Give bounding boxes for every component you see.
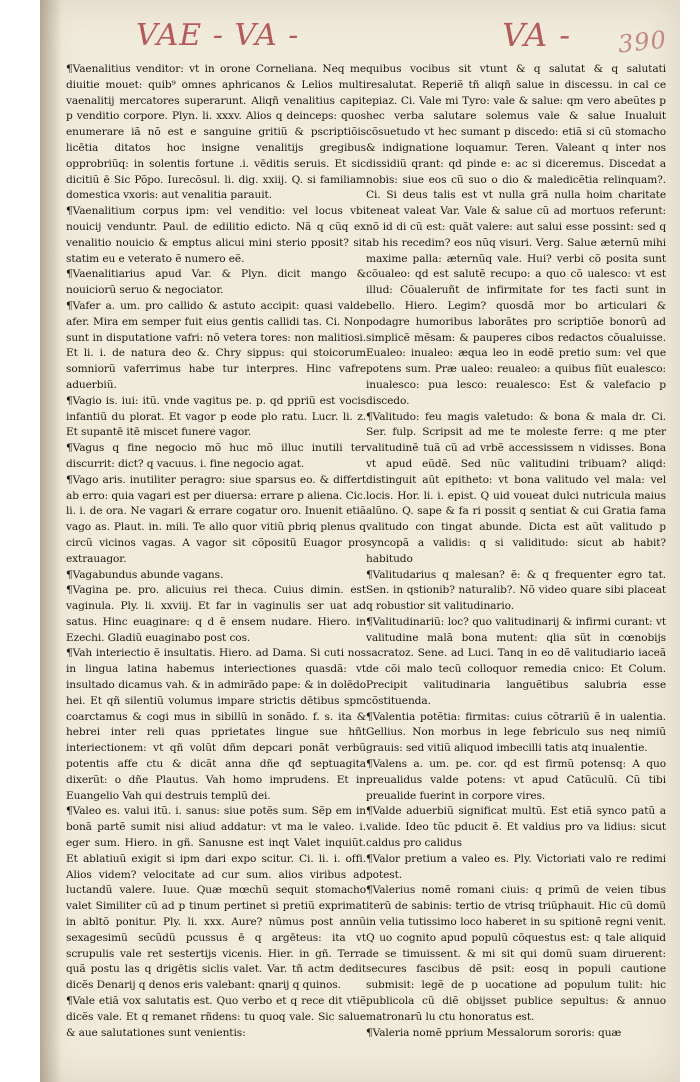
entry-paragraph: quibus vocibus sit vtunt & q salutat & q salutati resalutat. Reperiẽ tñ aliqñ salue in discessu. in cal ce epiaz. Ci. Vale mi Tyro: vale & salue: qm vero abeũtes p hec verba salutare solemus vale & salue Inualuit cõsuetudo vt hec sumant p discedo: etiã si cũ stomacho & indignatione loquamur. Teren. Valeant q inter nos dissidiũ qrant: qd pinde e: ac si diceremus. Discedat a nobis: siue eos cũ suo o dio & maledicẽtia relinquam?. Ci. Si deus talis est vt nulla grã nulla hoim charitate teneat valeat Var. Vale & salue cũ ad mortuos referunt: nõ id di cũ est: quãt valere: aut salui esse possint: sed q ab his recedim? eos nũq visuri. Verg. Salue æternũ mihi maxime palla: æternũq vale. Hui? verbi cõ posita sunt cõualeo: qd est salutẽ recupo: a quo cõ ualesco: vt est illud: Cõualeruñt de infirmitate for tes facti sunt in bello. Hiero. Legim? quosdã mor bo articulari & podagre humoribus laborãtes pro scriptiõe bonorũ ad simplicẽ mẽsam: & pauperes cibos redactos cõualuisse. Eualeo: inualeo: æqua leo in eodẽ pretio sum: vel que potens sum. Præ ualeo: reualeo: a quibus fiũt eualesco: inualesco: pua lesco: reualesco: Est & valefacio p discedo. [366,63,666,407]
entry-paragraph: ¶Vaenalitium corpus ipm: vel venditio: vel locus vbi nouicij venduntr. Paul. de edilitio edicto. Nã q cũq ex venalitio nouicio & emptus alicui mini sterio pposit? sit statim eu e veterato ẽ numero eẽ. [66,205,366,265]
entry-paragraph: ¶Vagio is. iui: itũ. vnde vagitus pe. p. qd ppriũ est vocis infantiũ du plorat. Et vagor p eode plo ratu. Lucr. li. z. Et supantē itē miscet funere vagor. [66,394,366,439]
entry-paragraph: ¶Valens a. um. pe. cor. qd est firmũ potensq: A quo preualidus valde potens: vt apud Catũculũ. Cũ tibi preualide fuerint in corpore vires. [366,758,666,802]
entry-paragraph: ¶Valitudo: feu magis valetudo: & bona & mala dr. Ci. Ser. fulp. Scripsit ad me te moleste ferre: q me pter valitudinẽ tuã cũ ad vrbẽ accessissem n vidisses. Bona vt apud eũdẽ. Sed nũc valitudini tribuam? aliqd: distinguit aũt epitheto: vt bona valitudo vel mala: vel locis. Hor. li. i. epist. Q uid voueat dulci nutricula maius alũno. Q. sape & fa ri possit q sentiat & cui Gratia fama valitudo con tingat abunde. Dicta est aũt valitudo p syncopã a validis: q si validitudo: sicut ab habit? habitudo [366,410,666,565]
page-header [0,10,700,62]
entry-paragraph: ¶Vago aris. inutiliter peragro: siue sparsus eo. & differt ab erro: quia vagari est per diuersa: errare p aliena. Cic. li. i. de ora. Ne vagari & errare cogatur oro. Inuenit etiã vago as. Plaut. in. mili. Te allo quor vitiũ pbriq plenus q circũ vicinos vagas. A vagor sit cõpositũ Euagor pro extrauagor. [66,473,366,565]
folio-number: 390 [616,25,669,59]
running-head-left: VAE - VA - [136,18,300,53]
entry-paragraph: ¶Valeo es. valui itũ. i. sanus: siue potẽs sum. Sẽp em in bonã partẽ sumit nisi aliud addatur: vt ma le valeo. i. eger sum. Hiero. in gñ. Sanusne est inqt Valet inquiũt. Et ablatiuũ exigit si ipm dari expo scitur. Ci. li. i. offi. Alios videm? velocitate ad cur sum. alios viribus ad luctandũ valere. Iuue. Quæ mœchũ sequit stomacho valet Similiter cũ ad p tinum pertinet si pretiũ exprimat in abltõ ponitur. Ply. li. xxx. Aure? nũmus post annũ sexagesimũ secũdũ pcussus ē q argēteus: ita vt scrupulis vale ret sestertijs vicenis. Hier. in gñ. Terra quã postu las q drigētis siclis valet. Var. tñ actm dedit dicẽs Denarij q denos eris valebant: qnarij q quinos. [66,805,366,992]
entry-paragraph: ¶Vah interiectio ẽ insultatis. Hiero. ad Dama. Si cuti nos in lingua latina habemus interiectiones quasdã: vt insultado dicamus vah. & in admirãdo pape: & in dolēdo hei. Et qñ silentiũ volumus impare strictis dētibus spm coarctamus & cogi mus in sibillũ in sonãdo. f. s. ita & hebrei inter reli quas pprietates lingue sue hñt interiectionem: vt qñ volũt dñm depcari ponãt verbũ potentis affe ctu & dicãt anna dñe qđ septuagita dixerũt: o dñe Plautus. Vah homo imprudens. Et in Euangelio Vah qui destruis templũ dei. [66,647,366,802]
entry-paragraph: ¶Valeria nomẽ pprium Messalorum sororis: quæ [366,1026,622,1039]
right-column [366,62,666,1041]
entry-paragraph: ¶Vaenalitius venditor: vt in orone Corneliana. Neq me diuitie mouet: quib⁹ omnes aphricanos & Lelios multi vaenalitij mercatores superarunt. Aliqñ venalitius capit p venditio corpore. Plyn. li. xxxv. Alios q deinceps: quos enumerare iã nõ est e sanguine gritiũ & pscriptiõis licētia ditatos hoc insigne venalitijs gregibus opprobriũq: in solentis fortune .i. vēditis seruis. Et sic dicitiũ ē Sic Põpo. Iurecõsul. li. dig. xxiij. Q. si familiam domestica vxoris: aut venalitia parauit. [66,63,366,202]
entry-paragraph: ¶Valitudinariũ: loc? quo valitudinarij & infirmi curant: vt valitudine malã bona mutent: qlia sũt in cœnobijs sacratoz. Sene. ad Luci. Tanq in eo dẽ valitudiario iaceã de cõi malo tecũ colloquor remedia cnico: Et Colum. Precipit valitudinaria languẽtibus salubria esse cõstituenda. [366,615,666,707]
binding-gutter-shadow [40,0,62,1082]
entry-paragraph: ¶Vagina pe. pro. alicuius rei theca. Cuius dimin. est vaginula. Ply. li. xxviij. Et far in vaginulis ser uat ad satus. Hinc euaginare: q d ẽ ensem nudare. Hiero. in Ezechi. Gladiũ euaginabo post cos. [66,584,366,644]
entry-paragraph: ¶Vafer a. um. pro callido & astuto accipit: quasi valde afer. Mira em semper fuit eius gentis callidi tas. Ci. Non sunt in disputatione vafri: nõ vetera tores: non malitiosi. Et li. i. de natura deo &. Chry sippus: qui stoicorum somniorũ vaferrimus habe tur interpres. Hinc vafre aduerbiũ. [66,299,366,391]
entry-paragraph: ¶Vaenalitiarius apud Var. & Plyn. dicit mango & nouiciorũ seruo & negociator. [66,268,366,297]
entry-paragraph: ¶Vagus q fine negocio mõ huc mõ illuc inutili ter discurrit: dict? q vacuus. i. fine negocio agat. [66,442,366,470]
left-column [66,62,366,1041]
entry-paragraph: ¶Valentia potẽtia: firmitas: cuius cõtrariũ ẽ in ualentia. Gellius. Non morbus in lege febriculo sus neq nimiũ grauis: sed vitiũ aliquod imbecilli tatis atq inualentie. [366,710,666,755]
entry-paragraph: ¶Valde aduerbiũ significat multũ. Est etiã synco patũ a valide. Ideo tũc pducit ẽ. Et valdius pro va lidius: sicut caldus pro calidus [366,805,666,850]
running-head-right: VA - [502,16,572,54]
entry-paragraph: ¶Vagabundus abunde vagans. [66,568,224,581]
entry-paragraph: ¶Vale etiã vox salutatis est. Quo verbo et q rece dit vtiẽ dicẽs vale. Et q remanet rñdens: tu quoq vale. Sic salue & aue salutationes sunt venientis: [66,995,366,1039]
entry-paragraph: ¶Valerius nomẽ romani ciuis: q primũ de veien tibus iterũ de sabinis: tertio de vtrisq triũphauit. Hic cũ domũ in velia tutissimo loco haberet in su spitionẽ regni venit. Q uo cognito apud populũ cõquestus est: q tale aliquid de se timuissent. & mi sit qui domũ suam diruerent: secures fascibus dẽ psit: eosq in populi cautione submisit: legẽ de p uocatione ad populum tulit: hic publicola cũ diẽ obijsset publice sepultus: & annuo matronarũ lu ctu honoratus est. [366,884,666,1023]
entry-paragraph: ¶Valor pretium a valeo es. Ply. Victoriati valo re redimi potest. [366,852,666,881]
entry-paragraph: ¶Valitudarius q malesan? ẽ: & q frequenter egro tat. Sen. in qstionib? naturalib?. Nõ video quare sibi placeat q robustior sit valitudinario. [366,568,666,613]
